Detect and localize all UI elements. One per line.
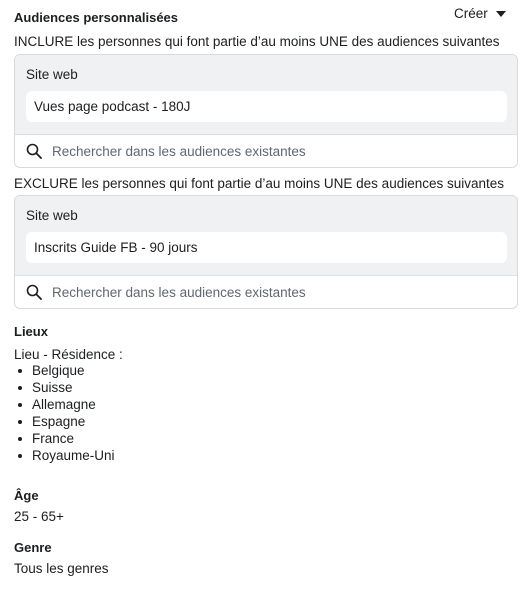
list-item bbox=[14, 379, 115, 396]
exclude-group-label: Site web bbox=[26, 208, 78, 223]
include-search-input[interactable] bbox=[15, 135, 517, 167]
include-search-placeholder: Rechercher dans les audiences existantes bbox=[52, 143, 306, 159]
exclude-search-placeholder: Rechercher dans les audiences existantes bbox=[52, 284, 306, 300]
include-group-label: Site web bbox=[26, 67, 78, 82]
include-audience-box bbox=[14, 54, 518, 168]
bullet bbox=[18, 403, 22, 407]
location-name: Allemagne bbox=[32, 397, 96, 412]
exclude-search-input[interactable] bbox=[15, 276, 517, 308]
location-name: France bbox=[32, 431, 75, 446]
list-item bbox=[14, 396, 115, 413]
bullet bbox=[18, 437, 22, 441]
exclude-selected-panel bbox=[15, 196, 517, 276]
gender-value: Tous les genres bbox=[14, 561, 109, 576]
caret-down-icon bbox=[496, 11, 506, 17]
search-icon bbox=[26, 284, 42, 300]
location-name: Royaume-Uni bbox=[32, 448, 115, 463]
bullet bbox=[18, 369, 22, 373]
bullet bbox=[18, 454, 22, 458]
bullet bbox=[18, 386, 22, 390]
list-item bbox=[14, 413, 115, 430]
exclude-audience-chip[interactable] bbox=[26, 232, 507, 263]
create-button-label: Créer bbox=[454, 5, 488, 21]
locations-list bbox=[14, 362, 115, 464]
location-name: Belgique bbox=[32, 363, 85, 378]
locations-title: Lieux bbox=[14, 324, 48, 339]
exclude-description: EXCLURE les personnes qui font partie d’au moins UNE des audiences suivantes bbox=[14, 176, 505, 191]
include-audience-chip[interactable] bbox=[26, 91, 507, 122]
exclude-audience-name: Inscrits Guide FB - 90 jours bbox=[34, 240, 198, 255]
create-button[interactable] bbox=[454, 4, 506, 22]
locations-subtitle: Lieu - Résidence : bbox=[14, 347, 123, 362]
list-item bbox=[14, 362, 115, 379]
age-value: 25 - 65+ bbox=[14, 509, 64, 524]
gender-title: Genre bbox=[14, 540, 52, 555]
exclude-audience-box bbox=[14, 195, 518, 309]
bullet bbox=[18, 420, 22, 424]
location-name: Espagne bbox=[32, 414, 86, 429]
age-title: Âge bbox=[14, 488, 39, 503]
list-item bbox=[14, 447, 115, 464]
list-item bbox=[14, 430, 115, 447]
include-selected-panel bbox=[15, 55, 517, 135]
include-audience-name: Vues page podcast - 180J bbox=[34, 99, 191, 114]
search-icon bbox=[26, 143, 42, 159]
location-name: Suisse bbox=[32, 380, 73, 395]
custom-audiences-title: Audiences personnalisées bbox=[14, 10, 179, 25]
include-description: INCLURE les personnes qui font partie d’au moins UNE des audiences suivantes bbox=[14, 34, 500, 49]
